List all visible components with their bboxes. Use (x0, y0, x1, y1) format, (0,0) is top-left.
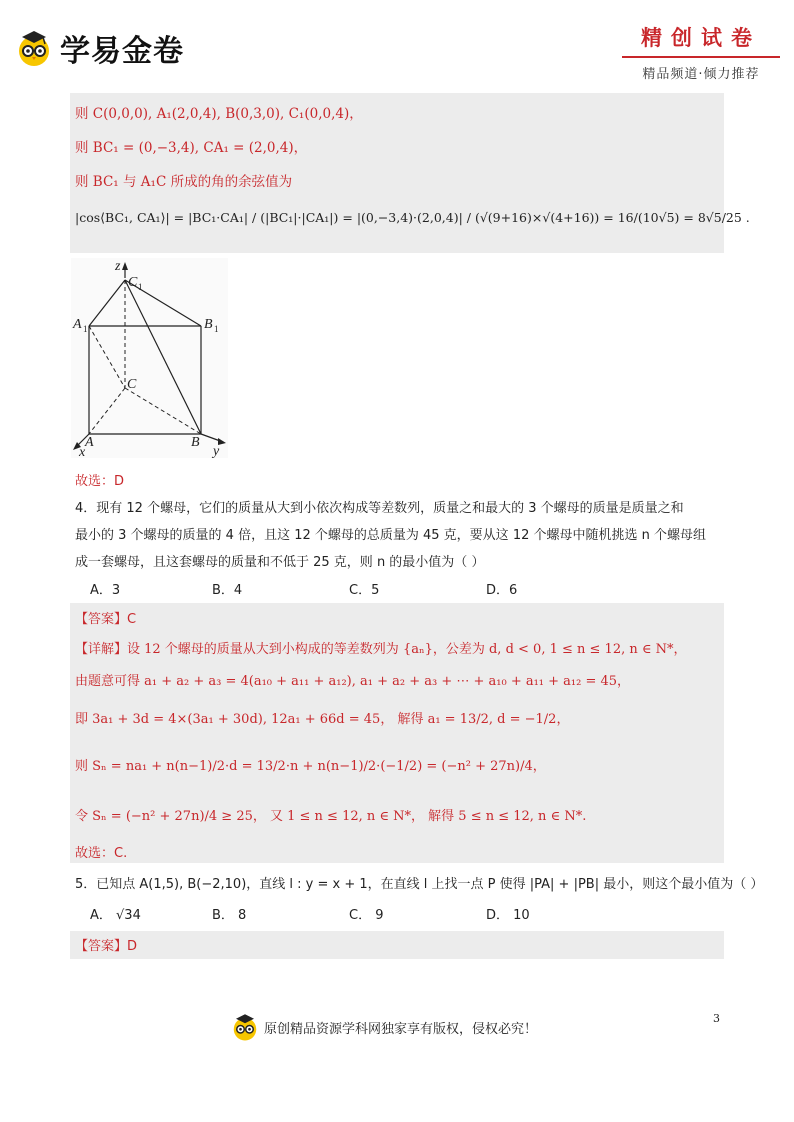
q4-detail1: 【详解】设 12 个螺母的质量从大到小构成的等差数列为 {aₙ}，公差为 d, d < 0, 1 ≤ n ≤ 12, n ∈ N*， (75, 642, 687, 657)
cosine-calc: |cos⟨BC₁, CA₁⟩| = |BC₁·CA₁| / (|BC₁|·|CA₁|) = |(0,−3,4)·(2,0,4)| / (√(9+16)×√(4+16)) = 16/(10√5) = 8√5/25 . (75, 210, 750, 225)
label-b1: B (204, 317, 213, 332)
prism-figure (71, 258, 228, 458)
q5-answer: 【答案】D (75, 939, 138, 954)
q4-detail4: 则 Sₙ = na₁ + n(n−1)/2·d = 13/2·n + n(n−1)/2·(−1/2) = (−n² + 27n)/4， (75, 759, 546, 774)
q4-answer: 【答案】C (75, 612, 137, 627)
q5-option-b: B． 8 (212, 908, 247, 923)
q5-text: 5．已知点 A(1,5), B(−2,10)，直线 l : y = x + 1，在直线 l 上找一点 P 使得 |PA| + |PB| 最小，则这个最小值为（ ） (75, 877, 764, 892)
answer3-final: 故选：D (75, 474, 125, 489)
label-b1-sub: 1 (214, 324, 219, 334)
label-c1: C (128, 275, 138, 290)
q5-option-a: A． √34 (90, 908, 141, 923)
owl-footer-icon (230, 1012, 260, 1042)
q4-final: 故选：C. (75, 846, 128, 861)
owl-mascot-icon (14, 28, 54, 68)
q4-line1: 4．现有 12 个螺母，它们的质量从大到小依次构成等差数列，质量之和最大的 3 个螺母的质量是质量之和 (75, 501, 684, 516)
cosine-intro: 则 BC₁ 与 A₁C 所成的角的余弦值为 (75, 174, 293, 190)
footer-text: 原创精品资源学科网独家享有版权，侵权必究！ (264, 1021, 538, 1037)
q4-detail5: 令 Sₙ = (−n² + 27n)/4 ≥ 25， 又 1 ≤ n ≤ 12, n ∈ N*， 解得 5 ≤ n ≤ 12, n ∈ N*. (75, 809, 587, 824)
label-a: A (85, 435, 94, 450)
q4-line3: 成一套螺母，且这套螺母的质量和不低于 25 克，则 n 的最小值为（ ） (75, 555, 485, 570)
label-b: B (191, 435, 200, 450)
q4-detail3: 即 3a₁ + 3d = 4×(3a₁ + 30d), 12a₁ + 66d = 45， 解得 a₁ = 13/2, d = −1/2， (75, 712, 570, 727)
label-c: C (127, 377, 137, 392)
coords-line: 则 C(0,0,0), A₁(2,0,4), B(0,3,0), C₁(0,0,4)， (75, 106, 363, 122)
q4-option-b: B．4 (212, 583, 243, 598)
brand-box (622, 22, 780, 82)
label-a1: A (73, 317, 82, 332)
q4-option-d: D．6 (486, 583, 518, 598)
label-a1-sub: 1 (83, 324, 88, 334)
logo-text: 学易金卷 (60, 34, 184, 69)
q4-line2: 最小的 3 个螺母的质量的 4 倍，且这 12 个螺母的总质量为 45 克，要从这 12 个螺母中随机挑选 n 个螺母组 (75, 528, 706, 543)
brand-subtitle: 精品频道·倾力推荐 (642, 67, 760, 82)
label-x: x (79, 445, 86, 458)
header-logo (14, 26, 184, 70)
answer5-block (70, 931, 724, 959)
triangular-prism-diagram (71, 258, 228, 458)
brand-title: 精创试卷 (622, 22, 780, 58)
label-c1-sub: 1 (138, 282, 143, 292)
q4-option-c: C．5 (349, 583, 380, 598)
label-z: z (115, 259, 121, 274)
label-y: y (213, 444, 220, 458)
q4-option-a: A．3 (90, 583, 121, 598)
vectors-line: 则 BC₁ = (0,−3,4), CA₁ = (2,0,4)， (75, 140, 308, 156)
q5-option-d: D． 10 (486, 908, 530, 923)
page-number: 3 (713, 1012, 720, 1025)
q4-detail2: 由题意可得 a₁ + a₂ + a₃ = 4(a₁₀ + a₁₁ + a₁₂), a₁ + a₂ + a₃ + ⋯ + a₁₀ + a₁₁ + a₁₂ = 45， (75, 674, 631, 689)
footer (230, 1012, 537, 1042)
q5-option-c: C． 9 (349, 908, 384, 923)
